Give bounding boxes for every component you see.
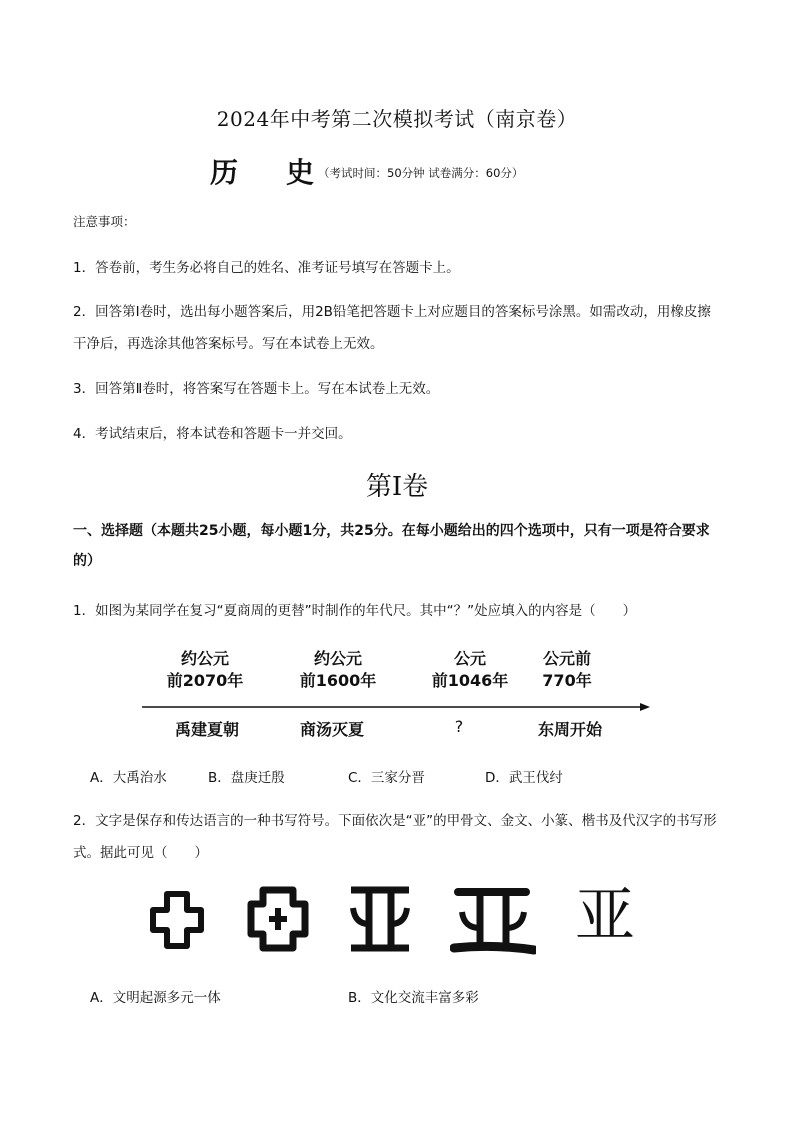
section-heading: 一、选择题（本题共25小题，每小题1分，共25分。在每小题给出的四个选项中，只有一项是符合要求的） [73, 523, 710, 569]
q2-option-b[interactable]: B．文化交流丰富多彩 [348, 990, 479, 1006]
timeline-date-3-line1: 公元 [453, 649, 486, 668]
timeline-event-3: ? [454, 717, 464, 736]
question-1-options [90, 766, 730, 786]
question-2-options [90, 986, 730, 1006]
timeline-date-2-line1: 约公元 [313, 649, 362, 668]
timeline-date-2 [283, 648, 393, 692]
timeline-figure [140, 645, 660, 745]
timeline-date-1-line2: 前2070年 [166, 671, 244, 690]
timeline-date-4-line1: 公元前 [542, 649, 591, 668]
q1-option-b[interactable]: B．盘庚迁殷 [208, 770, 285, 786]
exam-info: （考试时间：50分钟 试卷满分：60分） [318, 166, 524, 180]
question-2-stem [73, 805, 728, 869]
timeline-arrow-icon [640, 703, 650, 711]
timeline-axis [140, 697, 660, 717]
timeline-date-4 [512, 648, 622, 692]
timeline-date-3 [415, 648, 525, 692]
q1-option-c[interactable]: C．三家分晋 [348, 770, 425, 786]
note-item-3: 3．回答第Ⅱ卷时，将答案写在答题卡上。写在本试卷上无效。 [73, 381, 440, 397]
character-evolution-figure [145, 880, 655, 960]
simplified-glyph: 亚 [575, 881, 635, 951]
question-1-stem: 1．如图为某同学在复习“夏商周的更替”时制作的年代尺。其中“？”处应填入的内容是（ ） [73, 603, 637, 619]
note-item-2: 2．回答第Ⅰ卷时，选出每小题答案后，用2B铅笔把答题卡上对应题目的答案标号涂黑。如需改动，用橡皮擦干净后，再选涂其他答案标号。写在本试卷上无效。 [73, 304, 711, 352]
exam-title: 2024年中考第二次模拟考试（南京卷） [216, 107, 578, 131]
q1-option-d[interactable]: D．武王伐纣 [485, 770, 563, 786]
question-2-stem-text: 2．文字是保存和传达语言的一种书写符号。下面依次是“亚”的甲骨文、金文、小篆、楷书及代汉字的书写形式。据此可见（ ） [73, 813, 717, 861]
small-seal-glyph-icon [345, 882, 415, 954]
q2-option-a[interactable]: A．文明起源多元一体 [90, 990, 221, 1006]
timeline-event-2: 商汤灭夏 [299, 720, 364, 739]
bronze-inscription-glyph-icon [245, 884, 311, 954]
timeline-date-3-line2: 前1046年 [431, 671, 509, 690]
notes-heading: 注意事项： [73, 214, 136, 229]
q1-option-a[interactable]: A．大禹治水 [90, 770, 167, 786]
regular-script-glyph-icon [450, 884, 536, 956]
oracle-bone-glyph-icon [147, 888, 207, 952]
note-item-1: 1．答卷前，考生务必将自己的姓名、准考证号填写在答题卡上。 [73, 260, 460, 276]
note-item-4: 4．考试结束后，将本试卷和答题卡一并交回。 [73, 426, 352, 442]
timeline-event-1: 禹建夏朝 [174, 720, 239, 739]
timeline-date-1-line1: 约公元 [180, 649, 229, 668]
timeline-date-1 [150, 648, 260, 692]
subject-char-2: 史 [286, 156, 315, 189]
subject-row [210, 155, 630, 195]
timeline-date-2-line2: 前1600年 [299, 671, 377, 690]
timeline-date-4-line2: 770年 [542, 671, 592, 690]
volume-title: 第Ⅰ卷 [365, 472, 429, 502]
subject-char-1: 历 [210, 156, 239, 189]
timeline-event-4: 东周开始 [537, 720, 602, 739]
